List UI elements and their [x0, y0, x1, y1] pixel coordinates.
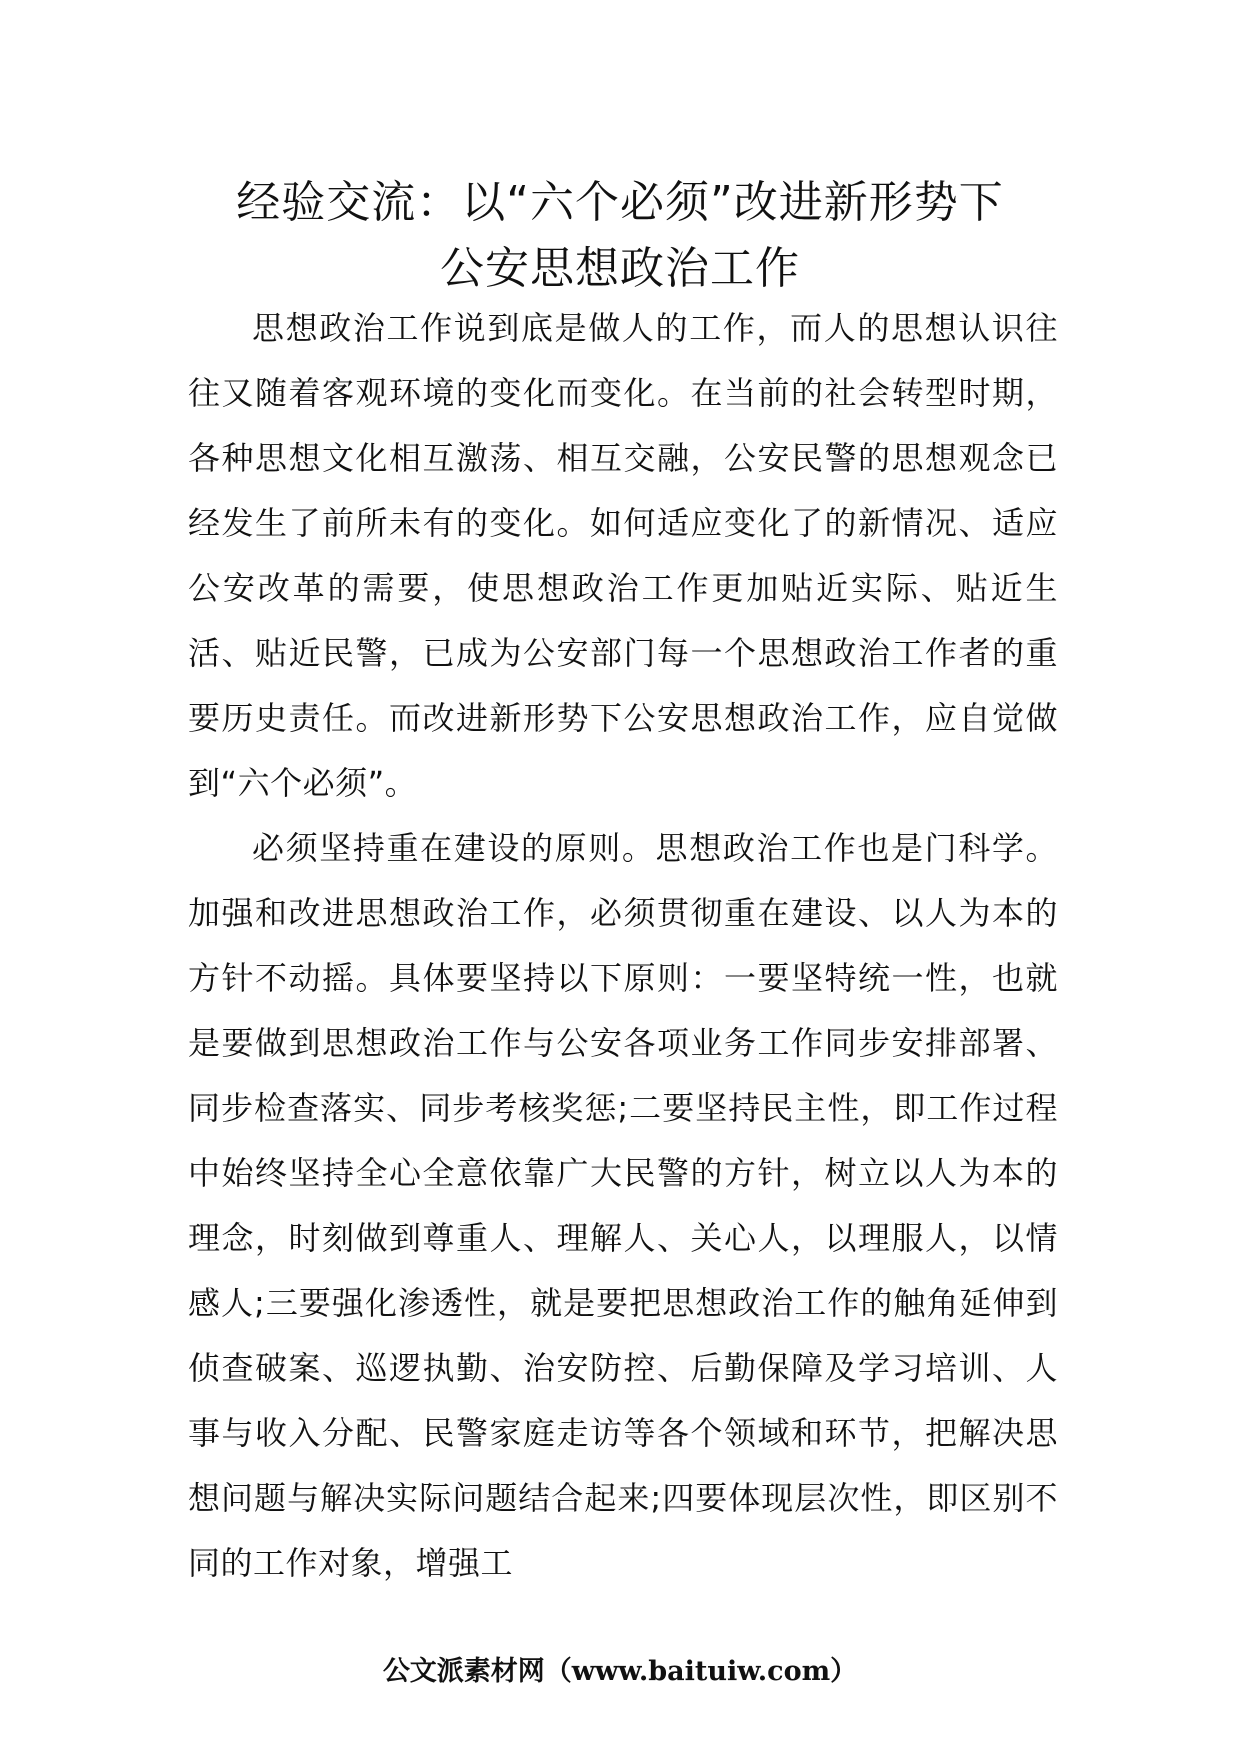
paragraph-principle: 必须坚持重在建设的原则。思想政治工作也是门科学。加强和改进思想政治工作，必须贯彻重在建设、以人为本的方针不动摇。具体要坚持以下原则：一要坚特统一性，也就是要做到思想政治工作与公安各项业务工作同步安排部署、同步检查落实、同步考核奖惩;二要坚持民主性，即工作过程中始终坚持全心全意依靠广大民警的方针，树立以人为本的理念，时刻做到尊重人、理解人、关心人，以理服人，以情感人;三要强化渗透性，就是要把思想政治工作的触角延伸到侦查破案、巡逻执勤、治安防控、后勤保障及学习培训、人事与收入分配、民警家庭走访等各个领域和环节，把解决思想问题与解决实际问题结合起来;四要体现层次性，即区别不同的工作对象，增强工 — [188, 829, 1058, 1582]
paragraph-intro: 思想政治工作说到底是做人的工作，而人的思想认识往往又随着客观环境的变化而变化。在当前的社会转型时期，各种思想文化相互激荡、相互交融，公安民警的思想观念已经发生了前所未有的变化。如何适应变化了的新情况、适应公安改革的需要，使思想政治工作更加贴近实际、贴近生活、贴近民警，已成为公安部门每一个思想政治工作者的重要历史责任。而改进新形势下公安思想政治工作，应自觉做到“六个必须”。 — [188, 309, 1058, 802]
title-line-1: 经验交流：以“六个必须”改进新形势下 — [236, 177, 1004, 228]
title-line-2: 公安思想政治工作 — [440, 243, 800, 294]
document-body — [188, 296, 1058, 1596]
source-watermark-footer: 公文派素材网（www.baituiw.com） — [382, 1656, 858, 1687]
document-title — [150, 170, 1090, 302]
